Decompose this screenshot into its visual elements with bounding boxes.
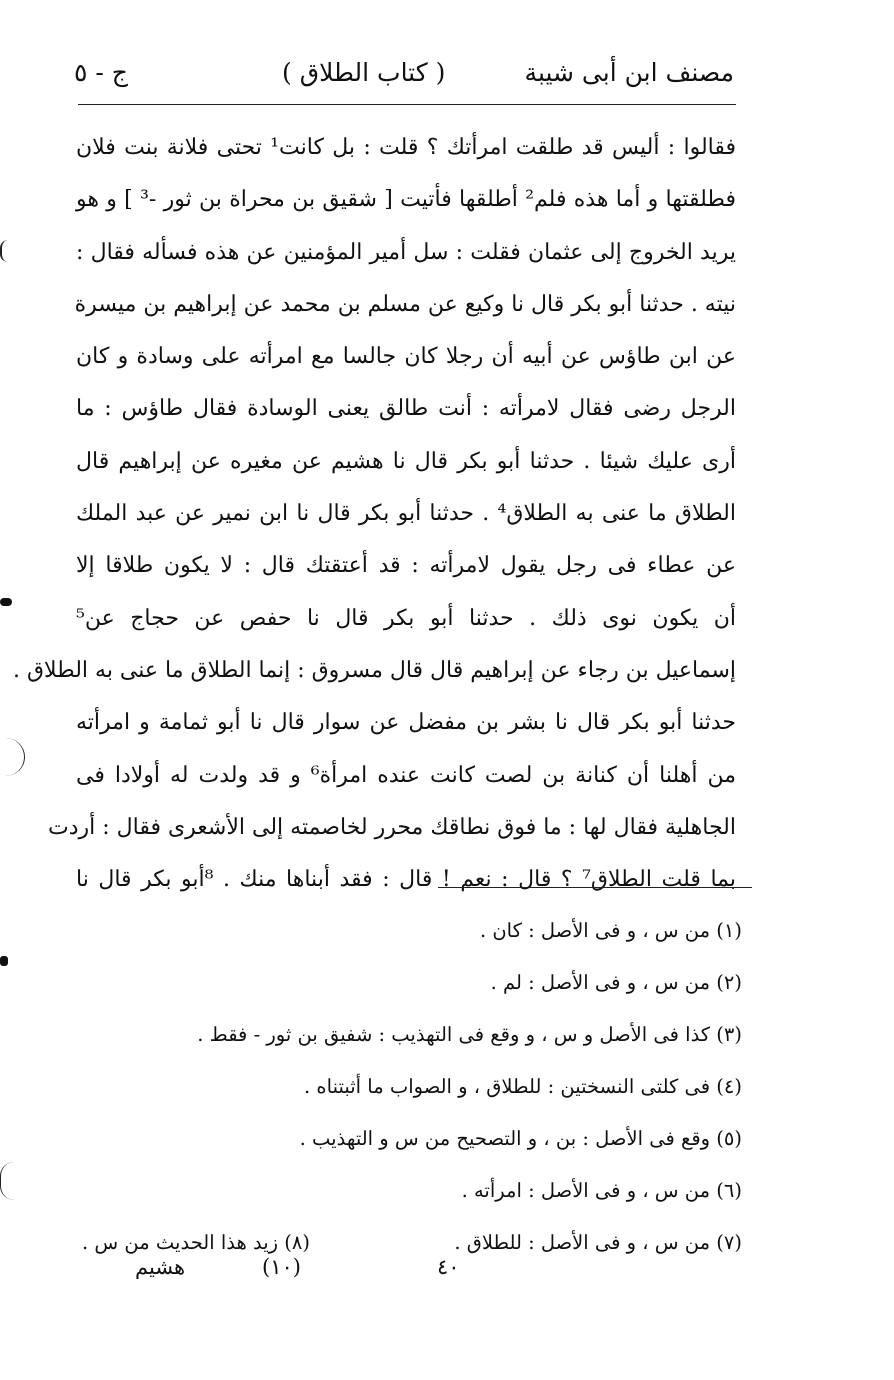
- footnote: (٥) وقع فى الأصل : بن ، و التصحيح من س و التهذيب .: [299, 1127, 742, 1150]
- footnote: (٧) من س ، و فى الأصل : للطلاق .: [454, 1231, 742, 1254]
- text-line: فقالوا : أليس قد طلقت امرأتك ؟ قلت : بل كانت¹ تحتى فلانة بنت فلان: [76, 135, 737, 160]
- text-line: بما قلت الطلاق⁷ ؟ قال : نعم ! قال : فقد أبناها منك . ⁸أبو بكر قال نا: [76, 867, 737, 893]
- text-line: فطلقتها و أما هذه فلم² أطلقها فأتيت [ شقيق بن محراة بن ثور -³ ] و هو: [76, 187, 736, 213]
- text-line: الجاهلية فقال لها : ما فوق نطاقك محرر لخاصمته إلى الأشعرى فقال : أردت: [47, 814, 736, 840]
- catchword: هشيم: [135, 1255, 186, 1279]
- footnote: (٤) فى كلتى النسختين : للطلاق ، و الصواب ما أثبتناه .: [304, 1075, 742, 1098]
- margin-mark: [0, 956, 8, 966]
- margin-mark: [0, 738, 25, 776]
- footnote: (٦) من س ، و فى الأصل : امرأته .: [461, 1179, 742, 1202]
- footnote: (٨) زيد هذا الحديث من س .: [82, 1231, 310, 1254]
- page-number: ٤٠: [437, 1255, 460, 1279]
- text-line: عن عطاء فى رجل يقول لامرأته : قد أعتقتك قال : لا يكون طلاقا إلا: [76, 553, 736, 579]
- running-head-section-title: ( كتاب الطلاق ): [282, 58, 446, 87]
- bracket-number: (١٠): [262, 1255, 301, 1279]
- text-line: الرجل رضى فقال لامرأته : أنت طالق يعنى الوسادة فقال طاؤس : ما: [76, 396, 736, 422]
- running-head-volume: ج - ٥: [74, 58, 128, 87]
- header-rule: [78, 104, 736, 105]
- text-line: حدثنا أبو بكر قال نا بشر بن مفضل عن سوار قال نا أبو ثمامة و امرأته: [76, 710, 736, 736]
- text-line: أرى عليك شيئا . حدثنا أبو بكر قال نا هشيم عن مغيره عن إبراهيم قال: [76, 448, 736, 474]
- margin-mark: [0, 240, 12, 262]
- footnote: (١) من س ، و فى الأصل : كان .: [479, 919, 742, 942]
- text-line: عن ابن طاؤس عن أبيه أن رجلا كان جالسا مع امرأته على وسادة و كان: [76, 344, 736, 370]
- margin-mark: [0, 598, 12, 606]
- margin-mark: [0, 1162, 17, 1200]
- text-line: يريد الخروج إلى عثمان فقلت : سل أمير المؤمنين عن هذه فسأله فقال :: [76, 239, 736, 265]
- text-line: الطلاق ما عنى به الطلاق⁴ . حدثنا أبو بكر قال نا ابن نمير عن عبد الملك: [76, 501, 736, 527]
- main-text: [12, 122, 737, 906]
- running-head-book-title: مصنف ابن أبى شيبة: [524, 58, 734, 87]
- text-line: من أهلنا أن كنانة بن لصت كانت عنده امرأة⁶ و قد ولدت له أولادا فى: [76, 762, 736, 788]
- footnote-separator: [438, 887, 752, 888]
- text-line: إسماعيل بن رجاء عن إبراهيم قال قال مسروق : إنما الطلاق ما عنى به الطلاق .: [12, 657, 736, 683]
- footnotes: [82, 905, 742, 1269]
- footnote: (٣) كذا فى الأصل و س ، و وقع فى التهذيب : شفيق بن ثور - فقط .: [197, 1023, 742, 1046]
- text-line: أن يكون نوى ذلك . حدثنا أبو بكر قال نا حفص عن حجاج عن⁵: [76, 605, 736, 631]
- text-line: نيته . حدثنا أبو بكر قال نا وكيع عن مسلم بن محمد عن إبراهيم بن ميسرة: [74, 291, 736, 317]
- footnote: (٢) من س ، و فى الأصل : لم .: [490, 971, 742, 994]
